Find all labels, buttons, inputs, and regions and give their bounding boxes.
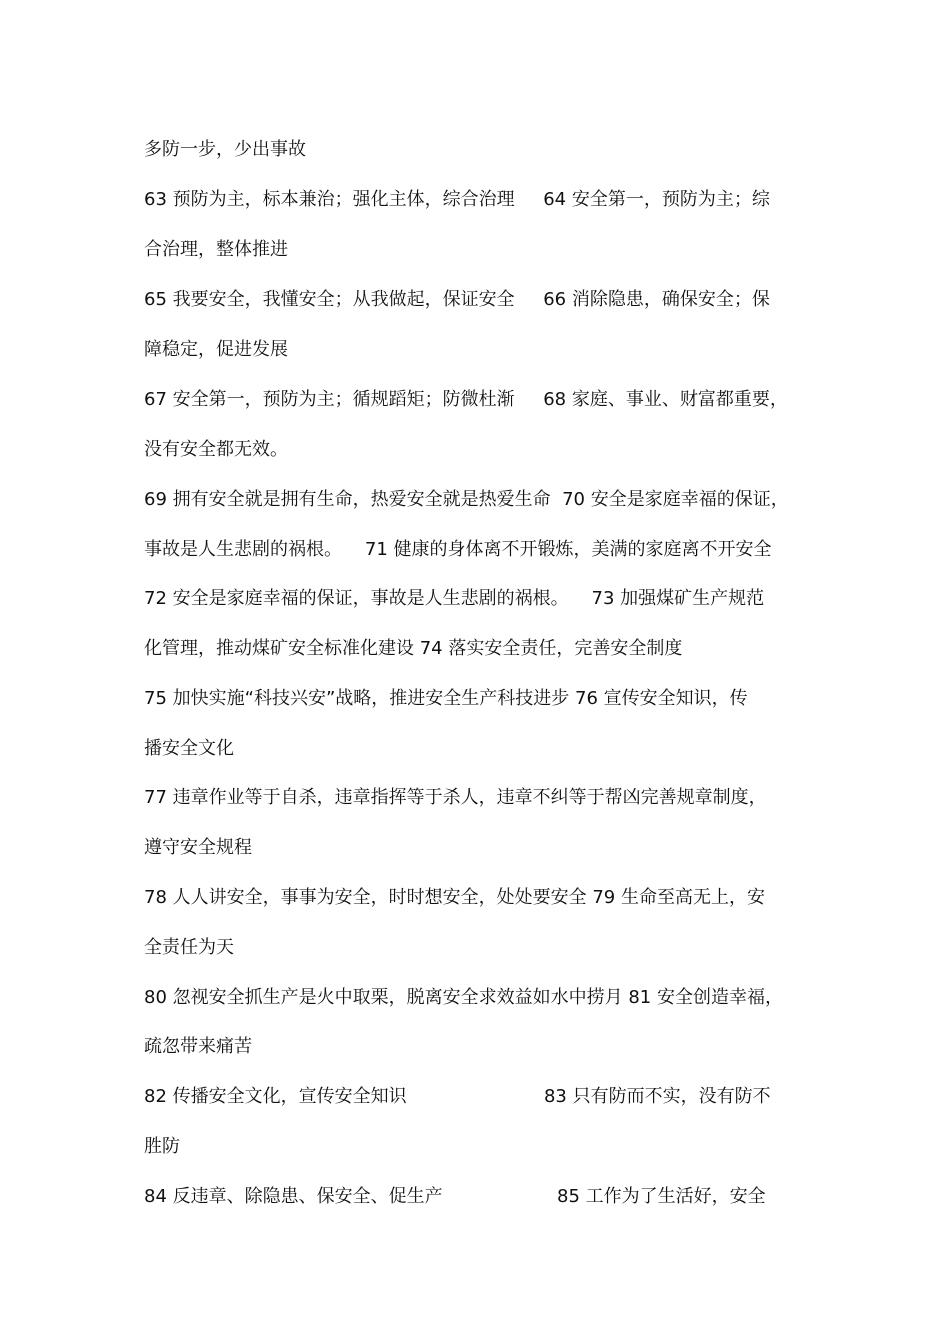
text-line: 63 预防为主，标本兼治；强化主体，综合治理 64 安全第一，预防为主；综 (144, 189, 770, 210)
text-line: 事故是人生悲剧的祸根。 71 健康的身体离不开锻炼，美满的家庭离不开安全 (144, 539, 772, 560)
text-line: 69 拥有安全就是拥有生命，热爱安全就是热爱生命 70 安全是家庭幸福的保证， (144, 489, 789, 510)
text-line: 胜防 (144, 1136, 180, 1157)
text-line: 障稳定，促进发展 (144, 339, 288, 360)
text-line: 没有安全都无效。 (144, 439, 288, 460)
text-line: 播安全文化 (144, 738, 234, 759)
text-line: 全责任为天 (144, 937, 234, 958)
text-line: 化管理，推动煤矿安全标准化建设 74 落实安全责任，完善安全制度 (144, 638, 683, 659)
text-line: 合治理，整体推进 (144, 239, 288, 260)
text-line: 疏忽带来痛苦 (144, 1036, 252, 1057)
text-line: 67 安全第一，预防为主；循规蹈矩；防微杜渐 68 家庭、事业、财富都重要， (144, 389, 788, 410)
text-line: 65 我要安全，我懂安全；从我做起，保证安全 66 消除隐患，确保安全；保 (144, 289, 770, 310)
text-line: 72 安全是家庭幸福的保证，事故是人生悲剧的祸根。 73 加强煤矿生产规范 (144, 588, 765, 609)
text-line: 75 加快实施“科技兴安”战略，推进安全生产科技进步 76 宣传安全知识，传 (144, 688, 748, 709)
text-line: 77 违章作业等于自杀，违章指挥等于杀人，违章不纠等于帮凶完善规章制度， (144, 787, 767, 808)
text-line: 多防一步，少出事故 (144, 139, 306, 160)
text-line: 80 忽视安全抓生产是火中取栗，脱离安全求效益如水中捞月 81 安全创造幸福， (144, 987, 783, 1008)
text-line: 78 人人讲安全，事事为安全，时时想安全，处处要安全 79 生命至高无上，安 (144, 887, 765, 908)
text-line: 82 传播安全文化，宣传安全知识 83 只有防而不实，没有防不 (144, 1086, 771, 1107)
text-line: 84 反违章、除隐患、保安全、促生产 85 工作为了生活好，安全 (144, 1186, 766, 1207)
text-line: 遵守安全规程 (144, 837, 252, 858)
